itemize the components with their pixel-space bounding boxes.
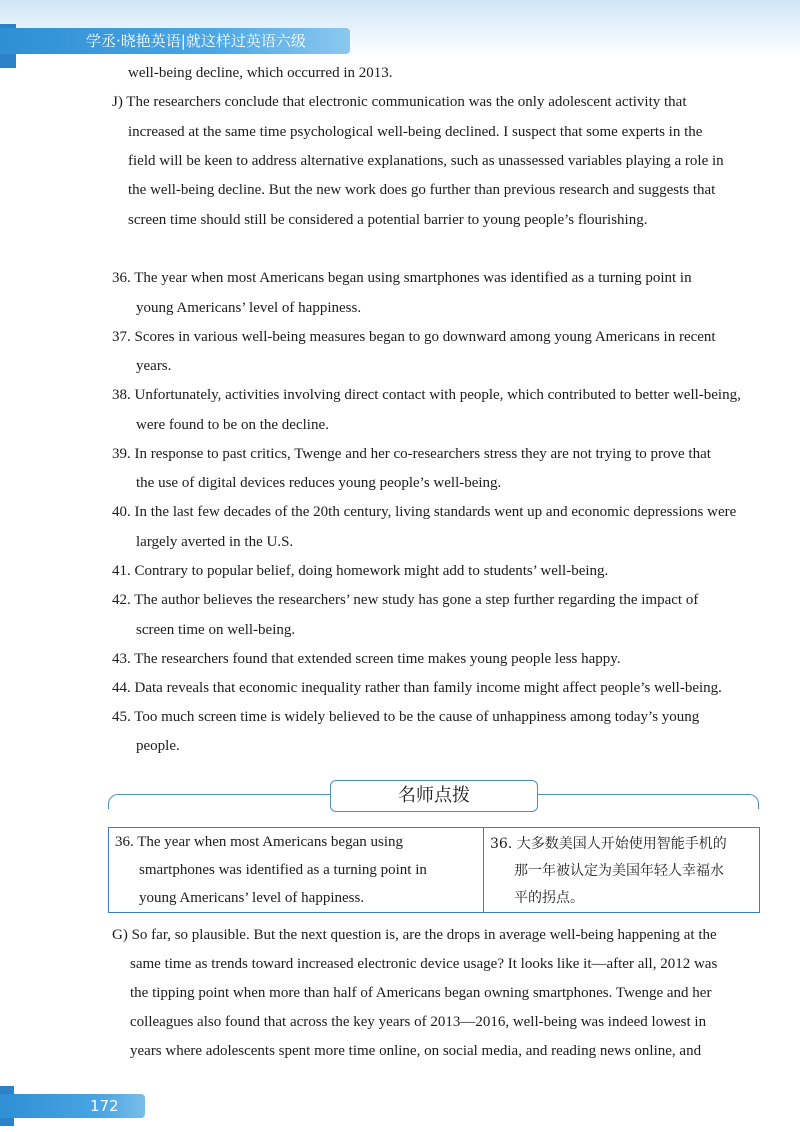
statement-44: 44. Data reveals that economic inequality rather than family income might affect people’s well-being.	[112, 680, 722, 696]
statement-45-continuation: people.	[136, 738, 180, 754]
comparison-table	[108, 827, 760, 913]
statement-37-continuation: years.	[136, 358, 172, 374]
statement-45: 45. Too much screen time is widely believed to be the cause of unhappiness among today’s young	[112, 709, 700, 725]
passage-carry-line: well-being decline, which occurred in 2013.	[128, 65, 393, 81]
statement-38: 38. Unfortunately, activities involving direct contact with people, which contributed to better well-being,	[112, 387, 741, 403]
section-title: 名师点拨	[330, 780, 538, 812]
statement-39: 39. In response to past critics, Twenge and her co-researchers stress they are not trying to prove that	[112, 446, 711, 462]
statement-37: 37. Scores in various well-being measures began to go downward among young Americans in recent	[112, 329, 716, 345]
comparison-english-line: 36. The year when most Americans began using	[115, 834, 403, 850]
statement-36-continuation: young Americans’ level of happiness.	[136, 300, 362, 316]
paragraph-g-line: G) So far, so plausible. But the next question is, are the drops in average well-being happening at the	[112, 927, 717, 943]
statement-36: 36. The year when most Americans began using smartphones was identified as a turning point in	[112, 270, 692, 286]
paragraph-g-line: years where adolescents spent more time online, on social media, and reading news online, and	[130, 1043, 702, 1059]
comparison-english-cell	[109, 828, 484, 912]
statement-41: 41. Contrary to popular belief, doing homework might add to students’ well-being.	[112, 563, 609, 579]
comparison-chinese-line: 平的拐点。	[514, 890, 584, 906]
paragraph-g-line: colleagues also found that across the key years of 2013—2016, well-being was indeed lowest in	[130, 1014, 707, 1030]
comparison-chinese-line: 36. 大多数美国人开始使用智能手机的	[490, 836, 727, 852]
paragraph-g-line: the tipping point when more than half of Americans began owning smartphones. Twenge and her	[130, 985, 712, 1001]
comparison-chinese-cell	[484, 828, 759, 912]
statement-38-continuation: were found to be on the decline.	[136, 417, 329, 433]
paragraph-j-line: screen time should still be considered a potential barrier to young people’s flourishing.	[128, 212, 648, 228]
statement-43: 43. The researchers found that extended screen time makes young people less happy.	[112, 651, 621, 667]
paragraph-j-line: the well-being decline. But the new work does go further than previous research and suggests that	[128, 182, 716, 198]
paragraph-j-line: increased at the same time psychological well-being declined. I suspect that some experts in the	[128, 124, 703, 140]
paragraph-j-line: J) The researchers conclude that electronic communication was the only adolescent activity that	[112, 94, 687, 110]
footer-bar	[0, 1094, 145, 1118]
page-number: 172	[90, 1097, 119, 1115]
paragraph-g-line: same time as trends toward increased electronic device usage? It looks like it—after all, 2012 was	[130, 956, 718, 972]
section-divider-right	[536, 794, 759, 809]
statement-39-continuation: the use of digital devices reduces young people’s well-being.	[136, 475, 502, 491]
comparison-english-line: smartphones was identified as a turning point in	[139, 862, 427, 878]
comparison-english-line: young Americans’ level of happiness.	[139, 890, 365, 906]
running-header-title: 学丞·晓艳英语|就这样过英语六级	[86, 32, 306, 50]
paragraph-j-line: field will be keen to address alternative explanations, such as unassessed variables playing a role in	[128, 153, 724, 169]
statement-42: 42. The author believes the researchers’ new study has gone a step further regarding the impact of	[112, 592, 699, 608]
section-divider-left	[108, 794, 339, 809]
comparison-chinese-line: 那一年被认定为美国年轻人幸福水	[514, 863, 724, 879]
statement-40: 40. In the last few decades of the 20th century, living standards went up and economic depressions were	[112, 504, 737, 520]
statement-40-continuation: largely averted in the U.S.	[136, 534, 294, 550]
statement-42-continuation: screen time on well-being.	[136, 622, 296, 638]
